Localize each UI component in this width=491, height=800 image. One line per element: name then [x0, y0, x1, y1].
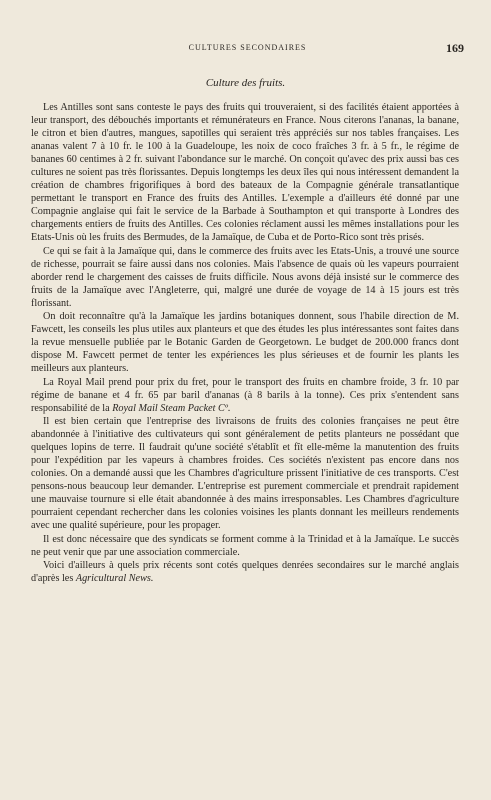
paragraph-text: Les Antilles sont sans conteste le pays des fruits qui trouveraient, si des facilités étaient apportées à leur transport, des débouchés importants et rémunérateurs en France. Nous citerons l'ananas, la banane, le citron et bien d'autres, mangues, sapotilles qui seraient très appréciés sur nos tables françaises. Les ananas valent 7 à 10 fr. le 100 à la Guadeloupe, les noix de coco fraîches 3 fr. à 5 fr., le régime de bananes 60 centimes à 2 fr. suivant l'abondance sur le marché. On conçoit qu'avec des prix aussi bas ces cultures ne soient pas très florissantes. Depuis longtemps les deux îles qui nous intéressent demandent la création de chambres frigorifiques à bord des bateaux de la Compagnie générale transatlantique permettant le transport en France des fruits des Antilles. L'exemple a d'ailleurs été donné par une Compagnie anglaise qui fait le service de la Barbade à Southampton et qui transporte à Londres des chargements entiers de fruits des Antilles. Ces colonies réclament aussi les mêmes installations pour les Etats-Unis où les fruits des Bermudes, de la Jamaïque, de Cuba et de Porto-Rico sont très prisés. [31, 102, 459, 243]
body-text [31, 101, 459, 585]
paragraph-text: Il est bien certain que l'entreprise des livraisons de fruits des colonies françaises ne peut être abandonnée à l'initiative des cultivateurs qui sont généralement de petits planteurs ne possédant que quelques lopins de terre. Il faudrait qu'une société s'établît et fît elle-même la manutention des fruits pour l'expédition par les vapeurs à chambres froides. Ces sociétés n'existent pas encore dans nos colonies. On a demandé aussi que les Chambres d'agriculture prissent l'initiative de ces transports. C'est pensons-nous beaucoup leur demander. L'entreprise est purement commerciale et prendrait rapidement une mauvaise tournure si elle était abandonnée à des mains irresponsables. Les Chambres d'agriculture pourraient cependant rechercher dans les colonies voisines les plants donnant les meilleurs rendements avec une qualité supérieure, pour les propager. [31, 416, 459, 531]
running-head [31, 41, 464, 55]
page-number: 169 [446, 41, 464, 55]
paragraph-prices [31, 559, 459, 585]
paragraph-jamaica [31, 245, 459, 310]
section-title: Culture des fruits. [205, 77, 286, 89]
paragraph-text: On doit reconnaître qu'à la Jamaïque les jardins botaniques donnent, sous l'habile direction de M. Fawcett, les conseils les plus utiles aux planteurs et que des études les plus intéressantes sont faites dans la revue mensuelle publiée par le Botanic Garden de Georgetown. Le budget de 200.000 francs dont dispose M. Fawcett permet de tenter les expériences les plus sérieuses et de fournir les plants les meilleurs aux planteurs. [31, 311, 459, 374]
paragraph-fruit-trade [31, 101, 459, 244]
paragraph-text: Il est donc nécessaire que des syndicats se forment comme à la Trinidad et à la Jamaïque. Le succès ne peut venir que par une association commerciale. [31, 533, 459, 558]
paragraph-text: La Royal Mail prend pour prix du fret, pour le transport des fruits en chambre froide, 3 fr. 10 par régime de banane et 4 fr. 65 par baril d'ananas (à 8 barils à la tonne). Ces prix s'entendent sans responsabilité de la [31, 376, 459, 414]
paragraph-italic-source: Agricultural News. [75, 573, 154, 584]
paragraph-societies [31, 415, 459, 532]
paragraph-botanic-gardens [31, 310, 459, 375]
paragraph-text: Ce qui se fait à la Jamaïque qui, dans le commerce des fruits avec les Etats-Unis, a trouvé une source de richesse, pourrait se faire aussi dans nos colonies. Mais l'absence de quais où les vapeurs pourraient aborder rend le chargement des caisses de fruits difficile. Nous avons déjà insisté sur le commerce des fruits de la Jamaïque avec l'Angleterre, qui, malgré une durée de voyage de 14 à 15 jours est très florissant. [31, 245, 459, 309]
paragraph-text: Voici d'ailleurs à quels prix récents sont cotés quelques denrées secondaires sur le marché anglais d'après les [31, 560, 459, 584]
paragraph-italic-company: Royal Mail Steam Packet Cº. [112, 402, 231, 414]
paragraph-syndicates [31, 533, 459, 559]
running-title: CULTURES SECONDAIRES [188, 43, 307, 52]
paragraph-royal-mail [31, 376, 459, 415]
